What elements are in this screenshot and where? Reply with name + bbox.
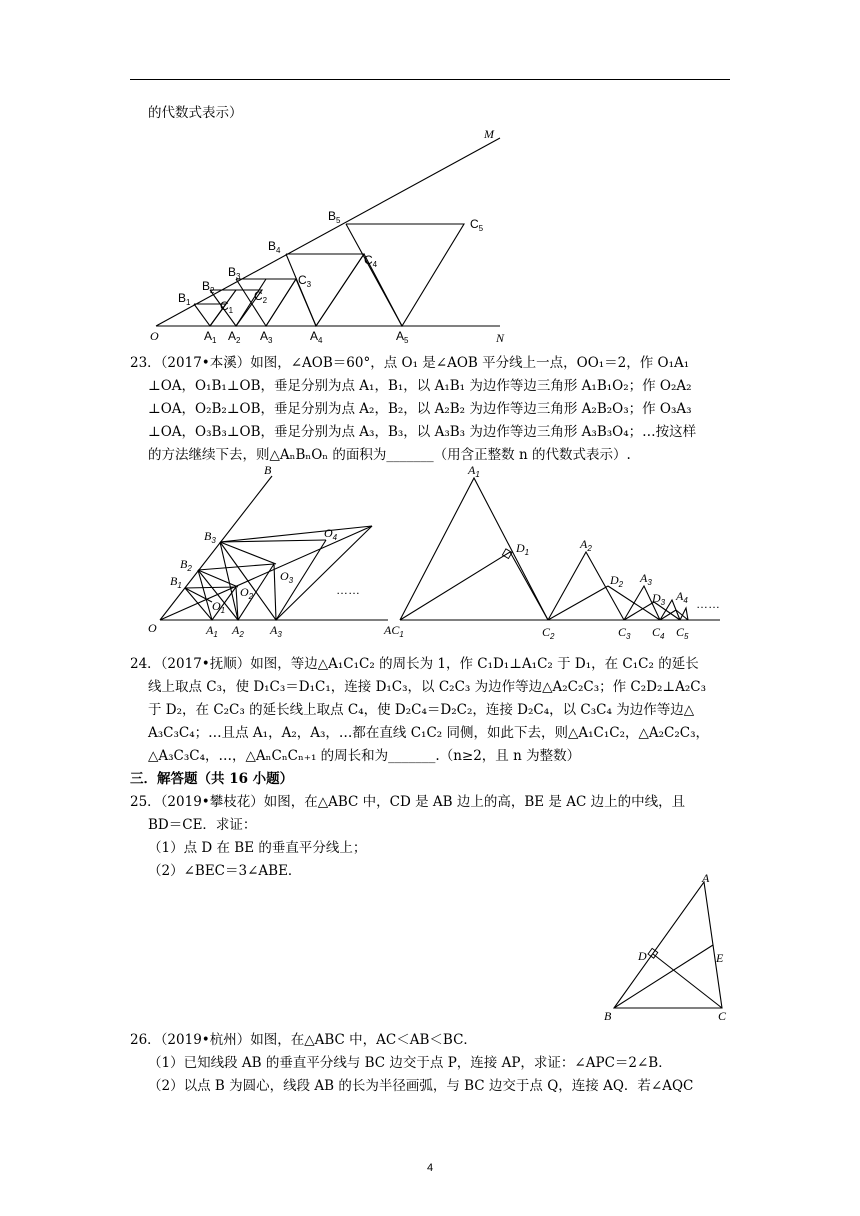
svg-text:O3: $O_3$ — [280, 569, 294, 585]
text-line: 24．（2017•抚顺）如图，等边△A₁C₁C₂ 的周长为 1，作 C₁D₁⊥A₁C₂ 于 D₁，在 C₁C₂ 的延长 — [130, 656, 699, 672]
svg-text:B3: $B_3$ — [204, 529, 216, 545]
text-line: BD＝CE．求证： — [148, 817, 257, 833]
text-line: 的方法继续下去，则△AₙBₙOₙ 的面积为_______（用含正整数 n 的代数式表示）. — [148, 447, 631, 463]
text-line: （1）已知线段 AB 的垂直平分线与 BC 边交于点 P，连接 AP，求证：∠APC＝2∠B． — [148, 1055, 672, 1071]
svg-text:B: B — [264, 463, 272, 477]
label-c5: $C_5$ — [470, 217, 484, 233]
label-o: O — [150, 329, 159, 343]
text-line: A₃C₃C₄；…且点 A₁，A₂，A₃，…都在直线 C₁C₂ 同侧，如此下去，则△A₁C₁C₂，△A₂C₂C₃， — [148, 725, 710, 741]
svg-text:D: D — [638, 949, 647, 963]
svg-text:D2: $D_2$ — [610, 573, 624, 589]
svg-text:A3: $A_3$ — [270, 623, 282, 639]
svg-text:……: …… — [696, 597, 720, 611]
svg-text:A2: $A_2$ — [580, 537, 592, 553]
header-rule — [130, 79, 730, 80]
label-c3: $C_3$ — [298, 273, 312, 289]
svg-text:A1: $A_1$ — [468, 463, 480, 479]
text-line: △A₃C₃C₄，…，△AₙCₙCₙ₊₁ 的周长和为_______.（n≥2，且 n 为整数） — [148, 748, 581, 764]
text-line: 于 D₂，在 C₂C₃ 的延长线上取点 C₄，使 D₂C₄＝D₂C₂，连接 D₂C₄，以 C₃C₄ 为边作等边△ — [148, 702, 695, 718]
svg-text:C: C — [718, 1009, 727, 1022]
svg-text:D3: $D_3$ — [652, 591, 666, 607]
page-number: 4 — [426, 1162, 434, 1174]
label-b2: $B_2$ — [202, 279, 215, 295]
figure-equilateral-chain — [382, 462, 722, 642]
text-line: （2）∠BEC＝3∠ABE． — [148, 863, 302, 879]
figure-triangles-angle — [140, 120, 520, 348]
ray-om — [156, 138, 500, 326]
svg-text:O4: $O_4$ — [324, 526, 338, 542]
text-line: 25．（2019•攀枝花）如图，在△ABC 中，CD 是 AB 边上的高，BE 是 AC 边上的中线，且 — [130, 794, 686, 810]
section-heading: 三．解答题（共 16 小题） — [130, 771, 294, 787]
svg-text:C2: $C_2$ — [542, 625, 555, 641]
svg-text:AC1: $AC_1$ — [384, 623, 404, 639]
text-line: 26．（2019•杭州）如图，在△ABC 中，AC＜AB＜BC． — [130, 1032, 477, 1048]
text-line: ⊥OA，O₂B₂⊥OB，垂足分别为点 A₂，B₂，以 A₂B₂ 为边作等边三角形 A₂B₂O₃；作 O₃A₃ — [148, 401, 692, 417]
label-c1: $C_1$ — [220, 299, 234, 315]
label-m: M — [484, 127, 494, 141]
label-b5: $B_5$ — [328, 209, 341, 225]
svg-text:D1: $D_1$ — [516, 541, 530, 557]
figure-triangle-abc — [600, 870, 740, 1022]
label-a1: $A_1$ — [204, 329, 217, 345]
text-line: ⊥OA，O₃B₃⊥OB，垂足分别为点 A₃，B₃，以 A₃B₃ 为边作等边三角形 A₃B₃O₄；…按这样 — [148, 424, 697, 440]
text-line: 23．（2017•本溪）如图，∠AOB＝60°，点 O₁ 是∠AOB 平分线上一点，OO₁＝2，作 O₁A₁ — [130, 355, 690, 371]
svg-text:B: B — [604, 1009, 612, 1022]
svg-text:A: A — [702, 871, 710, 885]
svg-text:A2: $A_2$ — [232, 623, 244, 639]
label-a4: $A_4$ — [310, 329, 323, 345]
svg-text:B2: $B_2$ — [180, 557, 192, 573]
label-a5: $A_5$ — [396, 329, 409, 345]
label-n: N — [496, 331, 505, 345]
text-line: ⊥OA，O₁B₁⊥OB，垂足分别为点 A₁，B₁，以 A₁B₁ 为边作等边三角形 A₁B₁O₂；作 O₂A₂ — [148, 378, 692, 394]
svg-text:C3: $C_3$ — [618, 625, 631, 641]
svg-text:C5: $C_5$ — [676, 625, 689, 641]
svg-text:A4: $A_4$ — [676, 589, 688, 605]
label-b3: $B_3$ — [228, 265, 241, 281]
svg-text:E: E — [716, 951, 724, 965]
label-c4: $C_4$ — [364, 253, 378, 269]
label-c2: $C_2$ — [254, 289, 268, 305]
svg-text:O1: $O_1$ — [212, 599, 226, 615]
tri-5 — [346, 224, 464, 326]
svg-text:A3: $A_3$ — [640, 571, 652, 587]
svg-text:A1: $A_1$ — [206, 623, 218, 639]
tri-4 — [286, 254, 364, 326]
svg-text:O2: $O_2$ — [240, 585, 254, 601]
label-a2: $A_2$ — [228, 329, 241, 345]
label-b1: $B_1$ — [178, 291, 191, 307]
svg-text:……: …… — [336, 583, 360, 597]
label-b4: $B_4$ — [268, 239, 281, 255]
text-line: 的代数式表示） — [148, 105, 243, 121]
text-line: 线上取点 C₃，使 D₁C₃＝D₁C₁，连接 D₁C₃，以 C₂C₃ 为边作等边△A₂C₂C₃；作 C₂D₂⊥A₂C₃ — [148, 679, 707, 695]
label-a3: $A_3$ — [260, 329, 273, 345]
svg-text:C4: $C_4$ — [652, 625, 665, 641]
svg-text:O: O — [148, 621, 157, 635]
text-line: （1）点 D 在 BE 的垂直平分线上； — [148, 840, 367, 856]
text-line: （2）以点 B 为圆心，线段 AB 的长为半径画弧，与 BC 边交于点 Q，连接 AQ．若∠AQC — [148, 1078, 694, 1094]
figure-perpendicular-triangles — [140, 462, 390, 642]
svg-text:B1: $B_1$ — [170, 574, 182, 590]
